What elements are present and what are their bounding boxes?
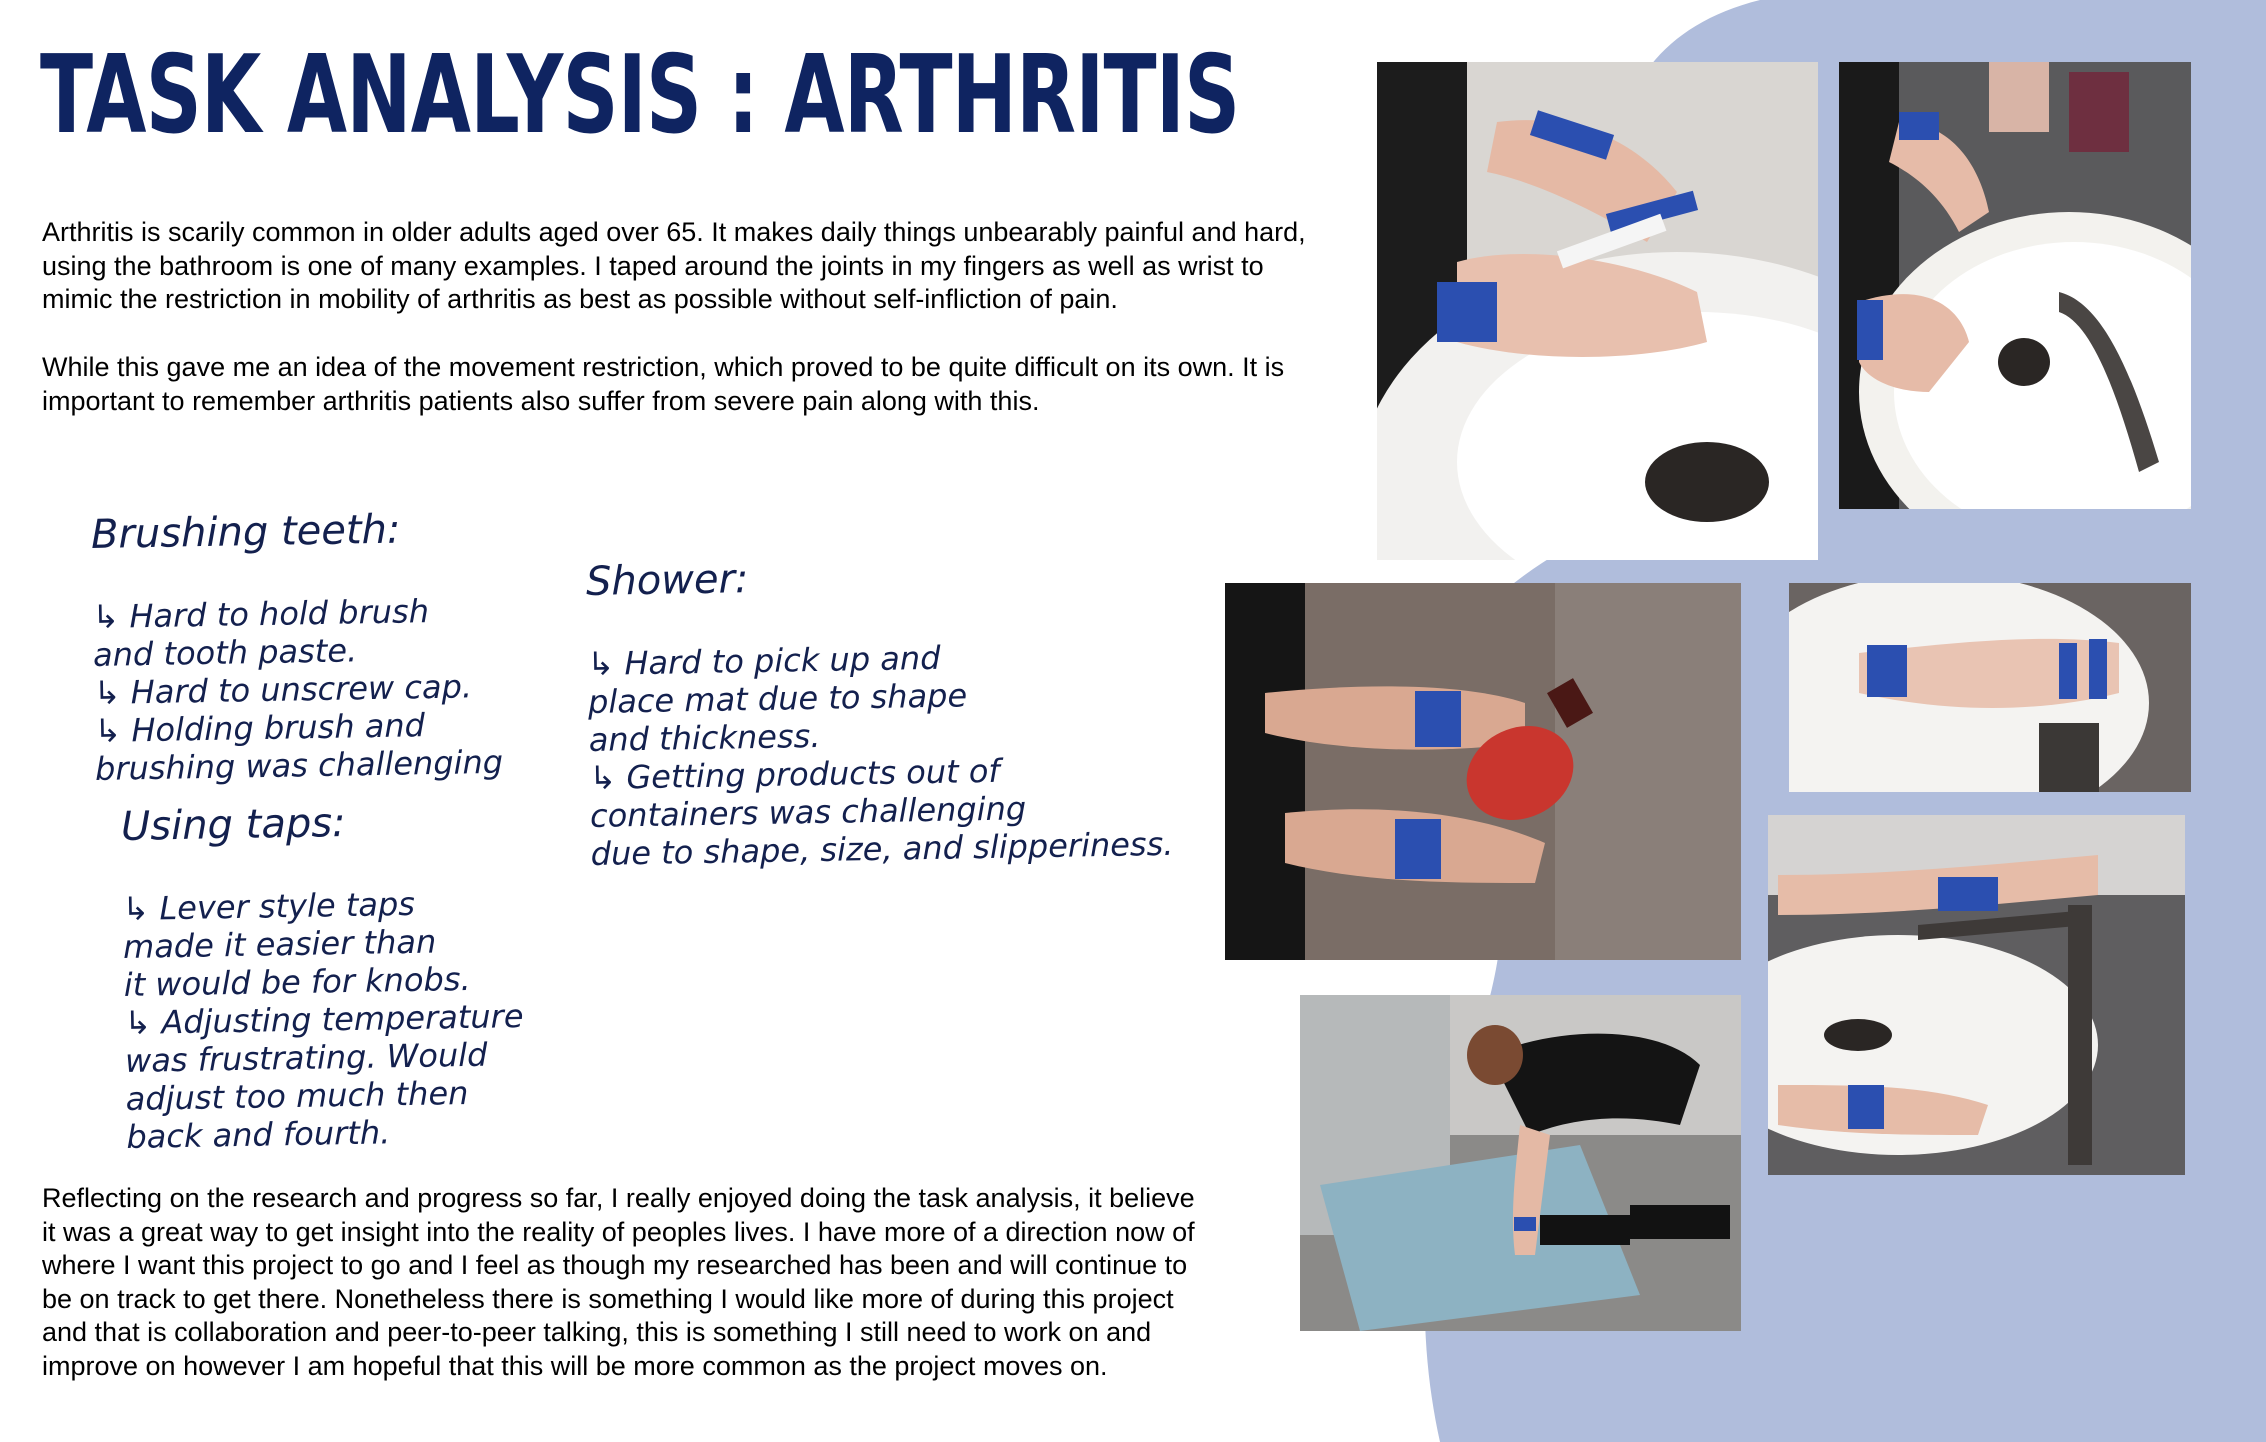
intro-paragraph-2: While this gave me an idea of the movement restriction, which proved to be quite difficult on its own. It is important to remember arthritis patients also suffer from severe pain along with this. <box>42 352 1285 416</box>
photo-picking-up-bath-mat <box>1300 995 1741 1331</box>
photo-hand-on-sink-edge <box>1789 583 2191 792</box>
note-heading-shower: Shower: <box>585 556 749 605</box>
photo-adjusting-lever-tap <box>1768 815 2185 1175</box>
note-items-taps: ↳ Lever style taps made it easier than it would be for knobs. ↳ Adjusting temperature was frustrating. Would adjust too much then back and fourth. <box>122 884 524 1156</box>
photo-toothbrush-top-view <box>1839 62 2191 509</box>
note-heading-brushing: Brushing teeth: <box>90 506 401 558</box>
intro-paragraph-1: Arthritis is scarily common in older adults aged over 65. It makes daily things unbearably painful and hard, using the bathroom is one of many examples. I taped around the joints in my fingers as well as wrist to mimic the restriction in mobility of arthritis as best as possible without self-infliction of pain. <box>42 217 1306 314</box>
photo-holding-product-bottle <box>1225 583 1741 960</box>
photo-brushing-teeth-sink <box>1377 62 1818 560</box>
note-items-brushing: ↳ Hard to hold brush and tooth paste. ↳ Hard to unscrew cap. ↳ Holding brush and brushing was challenging <box>92 592 504 788</box>
reflection-paragraph: Reflecting on the research and progress so far, I really enjoyed doing the task analysis, it believe it was a great way to get insight into the reality of peoples lives. I have more of a direction now of where I want this project to go and I feel as though my researched has been and will continue to be on track to get there. Nonetheless there is something I would like more of during this project and that is collaboration and peer-to-peer talking, this is something I still need to work on and improve on however I am hopeful that this will be more common as the project moves on. <box>42 1183 1195 1381</box>
handwritten-note-using-taps <box>120 763 526 1156</box>
note-heading-taps: Using taps: <box>120 800 346 850</box>
note-items-shower: ↳ Hard to pick up and place mat due to shape and thickness. ↳ Getting products out of containers was challenging due to shape, size, and slipperiness. <box>587 638 1174 873</box>
page-title: TASK ANALYSIS : ARTHRITIS <box>40 33 1240 158</box>
handwritten-note-shower <box>585 515 1174 873</box>
handwritten-note-brushing-teeth <box>90 471 503 788</box>
